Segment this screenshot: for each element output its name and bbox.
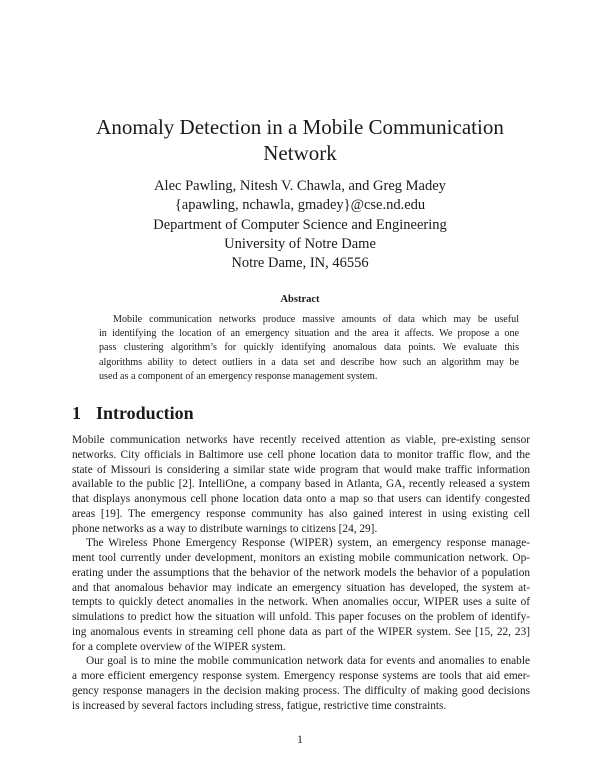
page-number: 1 (297, 734, 303, 746)
body-line: state of Missouri is considering a similar state wide program that would make traffic information (72, 463, 530, 476)
body-line: erating under the assumptions that the behavior of the network models the behavior of a population (72, 566, 530, 579)
author-names: Alec Pawling, Nitesh V. Chawla, and Greg Madey (154, 178, 446, 194)
body-line: Our goal is to mine the mobile communication network data for events and anomalies to enable (86, 655, 530, 668)
section-heading (72, 401, 194, 425)
body-line: Mobile communication networks have recently received attention as viable, pre-existing sensor (72, 434, 530, 446)
body-line: is increased by several factors including stress, fatigue, restrictive time constraints. (72, 699, 447, 712)
author-address: Notre Dame, IN, 46556 (231, 255, 369, 272)
section-title: Introduction (96, 403, 194, 423)
body-line: The Wireless Phone Emergency Response (WIPER) system, an emergency response manage- (86, 537, 530, 550)
author-university: University of Notre Dame (224, 235, 376, 252)
body-line: simulations to predict how the situation will unfold. This paper focuses on the problem of identify- (72, 611, 530, 623)
body-line: ment tool currently under development, monitors an existing mobile communication network. Op- (72, 552, 530, 564)
body-line: a more efficient emergency response system. Emergency response systems are tools that aid emer- (72, 670, 530, 682)
section-body (72, 433, 530, 713)
body-line: phone networks as a way to distribute warnings to citizens [24, 29]. (72, 522, 378, 535)
abstract-line: used as a component of an emergency response management system. (99, 370, 378, 382)
title-line: Network (263, 141, 337, 165)
section-number: 1 (72, 403, 81, 423)
body-line: available to the public [2]. IntelliOne, a company based in Atlanta, GA, recently released a system (72, 478, 530, 491)
paper-title (60, 114, 540, 166)
body-line: that displays anonymous cell phone location data onto a map so that users can identify congested (72, 493, 530, 505)
abstract-line: in identifying the location of an emergency situation and the area it affects. We propose a one (99, 328, 519, 340)
body-line: ing anomalous events in streaming cell phone data as part of the WIPER system. See [15, 22, 23] (72, 625, 530, 638)
abstract-body (99, 313, 519, 384)
abstract-line: algorithms ability to detect outliers in a data set and describe how such an algorithm may be (99, 356, 519, 368)
body-line: areas [19]. The emergency response community has also gained interest in using existing cell (72, 507, 530, 520)
abstract-heading: Abstract (280, 294, 320, 305)
body-line: for a complete overview of the WIPER system. (72, 640, 286, 653)
author-block (60, 177, 540, 273)
body-line: networks. City officials in Baltimore use cell phone location data to monitor traffic flow, and the (72, 448, 530, 461)
body-line: gency response managers in the decision making process. The difficulty of making good decisions (72, 684, 530, 697)
abstract-line: Mobile communication networks produce massive amounts of data which may be useful (113, 314, 519, 325)
abstract-line: pass clustering algorithm’s for quickly identifying anomalous data points. We evaluate this (99, 342, 519, 354)
body-line: tempts to quickly detect anomalies in the network. When anomalies occur, WIPER uses a suite of (72, 596, 530, 609)
title-line: Anomaly Detection in a Mobile Communication (96, 115, 504, 139)
author-department: Department of Computer Science and Engineering (153, 216, 447, 233)
author-emails: {apawling, nchawla, gmadey}@cse.nd.edu (174, 197, 426, 214)
body-line: and that anomalous behavior may indicate an emergency situation has developed, the system at- (72, 581, 530, 594)
